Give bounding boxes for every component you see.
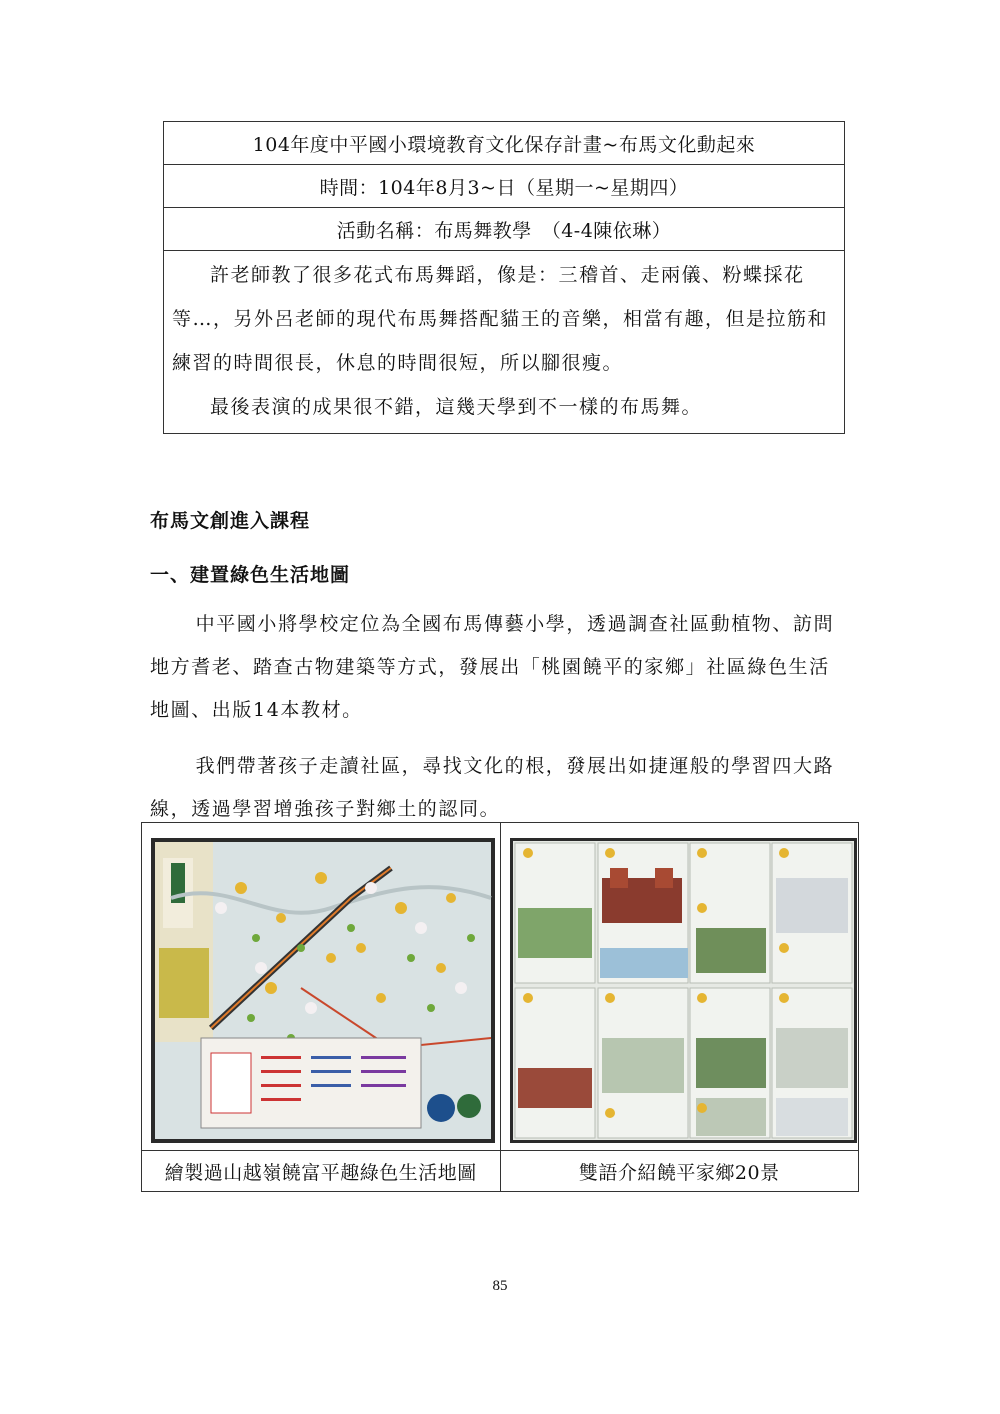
photo-cell-map: [142, 823, 501, 1151]
body-paragraph-2: 我們帶著孩子走讀社區，尋找文化的根，發展出如捷運般的學習四大路線，透過學習增強孩子對鄉土的認同。: [150, 755, 835, 820]
event-time: 時間：104年8月3~日（星期一~星期四）: [164, 165, 845, 208]
page-number: 85: [492, 1278, 508, 1294]
reflection-paragraph-2: 最後表演的成果很不錯，這幾天學到不一樣的布馬舞。: [210, 396, 703, 418]
body-paragraph-1: 中平國小將學校定位為全國布馬傳藝小學，透過調查社區動植物、訪問地方耆老、踏查古物建築等方式，發展出「桃園饒平的家鄉」社區綠色生活地圖、出版14本教材。: [150, 613, 835, 721]
event-reflection: [164, 251, 845, 434]
reflection-paragraph-1: 許老師教了很多花式布馬舞蹈，像是：三稽首、走兩儀、粉蝶採花等…，另外呂老師的現代布馬舞搭配貓王的音樂，相當有趣，但是拉筋和練習的時間很長，休息的時間很短，所以腳很瘦。: [172, 264, 829, 374]
photo-cell-scenes: [500, 823, 859, 1151]
event-activity: 活動名稱：布馬舞教學 （4-4陳依琳）: [164, 208, 845, 251]
event-title: 104年度中平國小環境教育文化保存計畫~布馬文化動起來: [164, 122, 845, 165]
twenty-scenes-brochure-photo: [510, 838, 857, 1143]
section-title: 布馬文創進入課程: [150, 510, 311, 532]
green-life-map-photo: [151, 838, 495, 1143]
photo-caption-map: 繪製過山越嶺饒富平趣綠色生活地圖: [142, 1151, 501, 1192]
subsection-title: 一、建置綠色生活地圖: [150, 564, 351, 586]
photo-caption-scenes: 雙語介紹饒平家鄉20景: [500, 1151, 859, 1192]
event-info-table: [163, 121, 845, 434]
photo-table: [141, 822, 859, 1192]
